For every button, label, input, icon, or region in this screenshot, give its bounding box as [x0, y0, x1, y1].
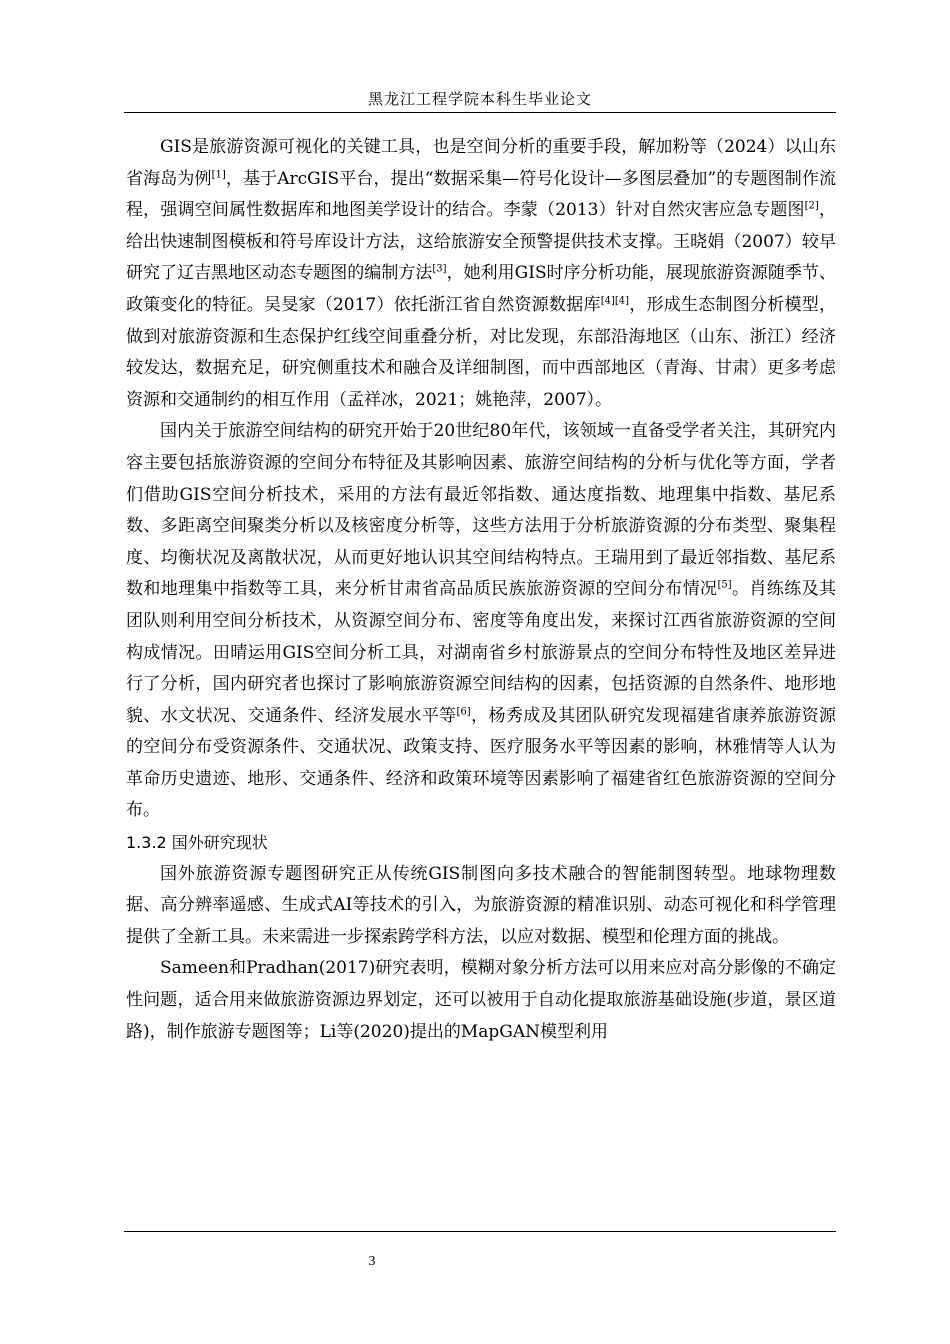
paragraph-fuzzy-object: Sameen和Pradhan(2017)研究表明，模糊对象分析方法可以用来应对高分影像的不确定性问题，适合用来做旅游资源边界划定，还可以被用于自动化提取旅游基础设施(步道，景区道路)，制作旅游专题图等；Li等(2020)提出的MapGAN模型利用 — [126, 958, 836, 1042]
citation-6: [6] — [456, 706, 471, 718]
paragraph-spatial-structure — [126, 416, 836, 827]
citation-4: [4][4] — [600, 295, 630, 307]
text-run: ，基于ArcGIS平台，提出“数据采集—符号化设计—多图层叠加”的专题图制作流程，强调空间属性数据库和地图美学设计的结合。李蒙（2013）针对自然灾害应急专题图 — [126, 168, 837, 221]
section-heading: 1.3.2 国外研究现状 — [126, 833, 268, 853]
text-run: ，杨秀成及其团队研究发现福建省康养旅游资源的空间分布受资源条件、交通状况、政策支持、医疗服务水平等因素的影响，林雅情等人认为革命历史遗迹、地形、交通条件、经济和政策环境等因素影响了福建省红色旅游资源的空间分布。 — [126, 705, 837, 821]
body-text — [126, 132, 836, 1048]
citation-2: [2] — [804, 200, 819, 212]
paragraph-foreign-research: 国外旅游资源专题图研究正从传统GIS制图向多技术融合的智能制图转型。地球物理数据、高分辨率遥感、生成式AI等技术的引入，为旅游资源的精准识别、动态可视化和科学管理提供了全新工具。未来需进一步探索跨学科方法，以应对数据、模型和伦理方面的挑战。 — [126, 863, 836, 947]
text-run: ，她利用GIS时序分析功能，展现旅游资源随季节、政策变化的特征。吴旻家（2017）依托浙江省自然资源数据库 — [126, 263, 836, 315]
citation-3: [3] — [432, 263, 447, 275]
thesis-title: 黑龙江工程学院本科生毕业论文 — [367, 90, 592, 108]
text-run: 。肖练练及其团队则利用空间分析技术，从资源空间分布、密度等角度出发，来探讨江西省旅游资源的空间构成情况。田晴运用GIS空间分析工具，对湖南省乡村旅游景点的空间分布特性及地区差异进行了分析，国内研究者也探讨了影响旅游资源空间结构的因素，包括资源的自然条件、地形地貌、水文状况、交通条件、经济发展水平等 — [126, 579, 836, 726]
citation-5: [5] — [717, 579, 732, 591]
paragraph-gis-mapping — [126, 132, 836, 416]
text-run: GIS是旅游资源可视化的关键工具，也是空间分析的重要手段，解加粉等（2024）以山东省海岛为例 — [126, 137, 836, 189]
citation-1: [1] — [211, 168, 226, 180]
footer-divider — [124, 1231, 836, 1232]
text-run: ，给出快速制图模板和符号库设计方法，这给旅游安全预警提供技术支撑。王晓娟（2007）较早研究了辽吉黑地区动态专题图的编制方法 — [126, 200, 836, 284]
page-number: 3 — [368, 1254, 376, 1269]
text-run: ，形成生态制图分析模型，做到对旅游资源和生态保护红线空间重叠分析，对比发现，东部沿海地区（山东、浙江）经济较发达，数据充足，研究侧重技术和融合及详细制图，而中西部地区（青海、甘肃）更多考虑资源和交通制约的相互作用（孟祥冰，2021；姚艳萍，2007）。 — [126, 294, 837, 410]
page-header — [124, 86, 836, 113]
text-run: 国内关于旅游空间结构的研究开始于20世纪80年代，该领域一直备受学者关注，其研究内容主要包括旅游资源的空间分布特征及其影响因素、旅游空间结构的分析与优化等方面，学者们借助GIS空间分析技术，采用的方法有最近邻指数、通达度指数、地理集中指数、基尼系数、多距离空间聚类分析以及核密度分析等，这些方法用于分析旅游资源的分布类型、聚集程度、均衡状况及离散状况，从而更好地认识其空间结构特点。王瑞用到了最近邻指数、基尼系数和地理集中指数等工具，来分析甘肃省高品质民族旅游资源的空间分布情况 — [126, 421, 836, 600]
